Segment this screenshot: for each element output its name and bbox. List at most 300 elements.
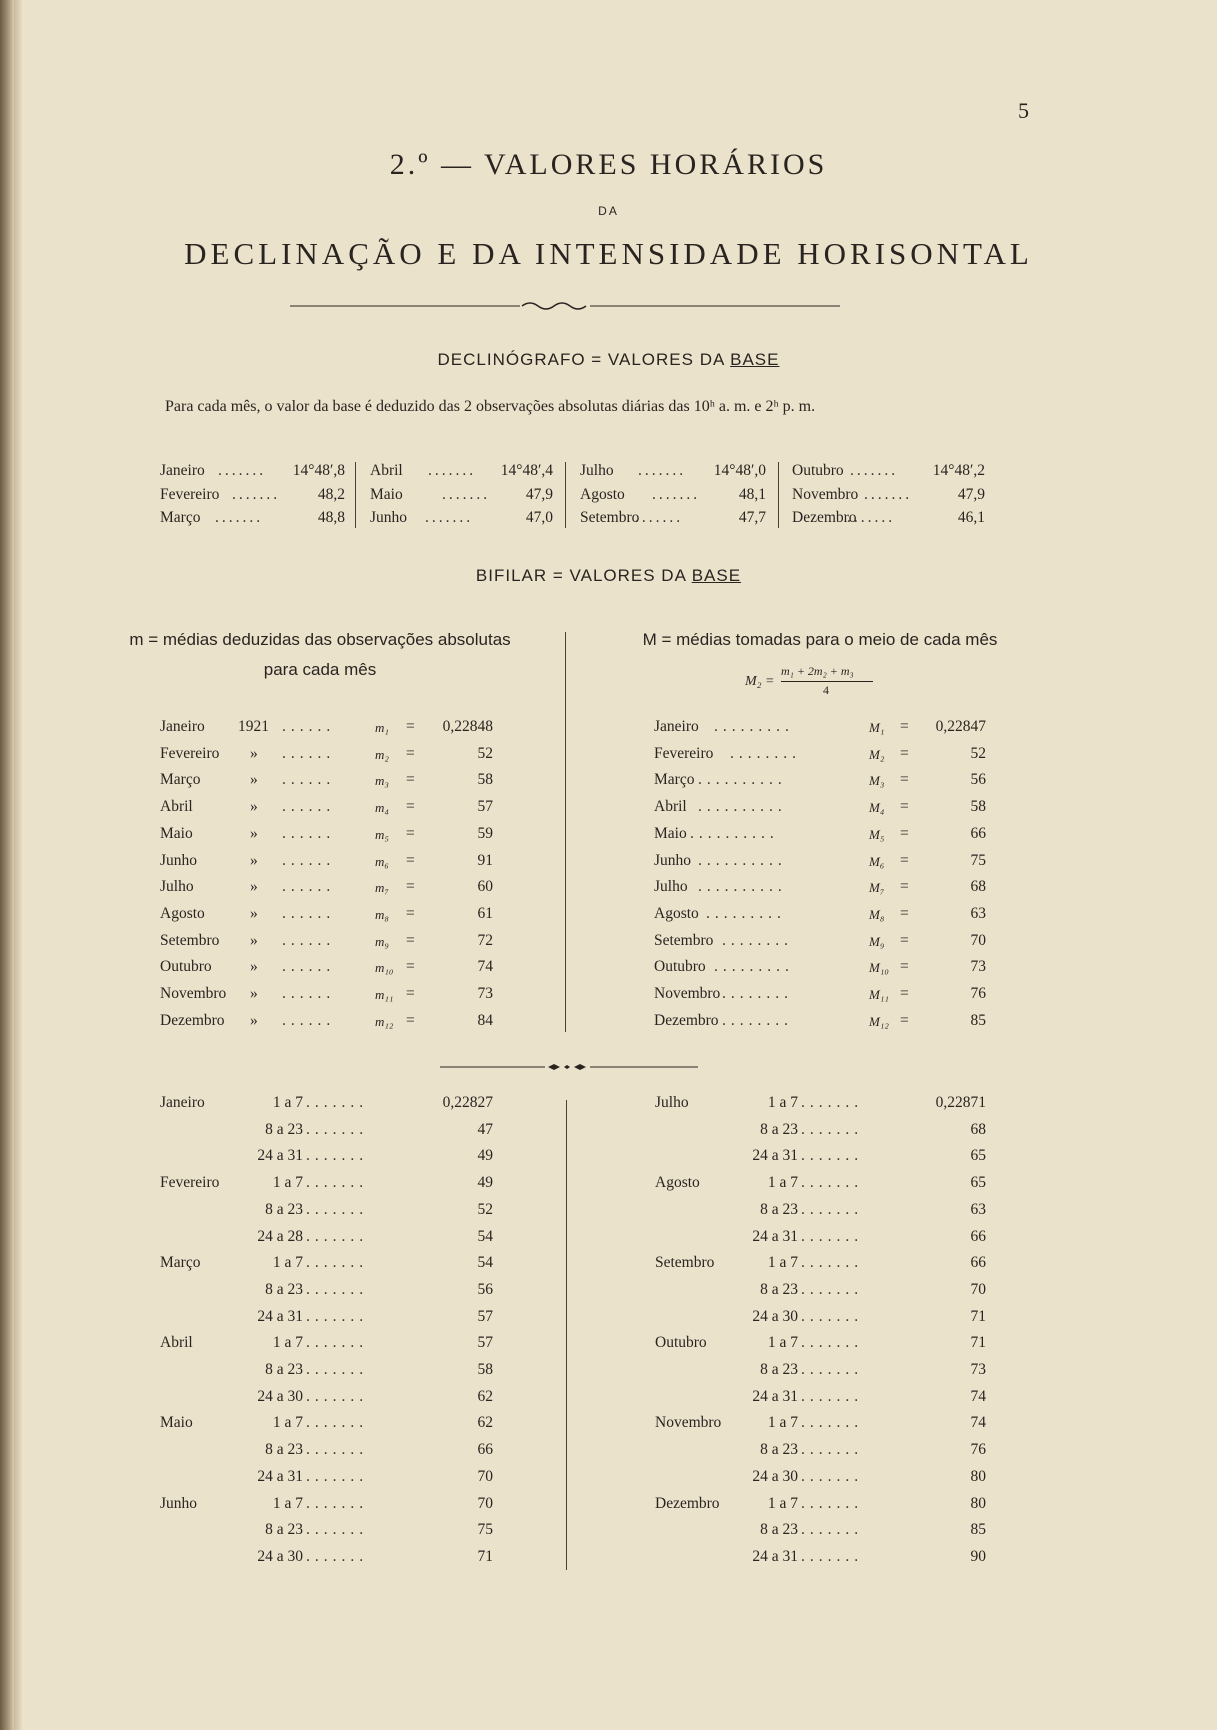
m-row	[160, 798, 493, 818]
month-name: Dezembro	[160, 1011, 225, 1029]
m-row	[160, 825, 493, 845]
m-value: 60	[477, 878, 493, 896]
equals-sign: =	[406, 718, 415, 735]
M-symbol: M₈	[869, 906, 885, 922]
period-range: 1 a 7	[272, 1094, 303, 1111]
period-row-right	[655, 1308, 986, 1328]
bifilar-heading-text: BIFILAR = VALORES DA	[475, 566, 692, 585]
base-value: 47,9	[525, 486, 553, 503]
period-row-right	[655, 1094, 986, 1114]
month-name: Outubro	[654, 958, 706, 976]
period-value: 74	[970, 1414, 986, 1432]
period-range: 24 a 30	[752, 1467, 798, 1485]
leader-dots: .......	[306, 1521, 369, 1539]
period-row-right	[655, 1468, 986, 1488]
m-row	[160, 852, 493, 872]
m-row	[160, 932, 493, 952]
M-value: 70	[970, 931, 986, 949]
equals-sign: =	[900, 958, 909, 976]
leader-dots: .......	[638, 462, 687, 479]
M-value: 75	[970, 851, 986, 869]
period-row-left	[160, 1414, 493, 1434]
period-value: 57	[477, 1307, 493, 1325]
base-value: 14°48′,0	[713, 462, 766, 479]
period-row-right	[655, 1495, 986, 1515]
left-header-line-2: para cada mês	[263, 660, 377, 679]
equals-sign: =	[406, 958, 415, 976]
period-row-right	[655, 1147, 986, 1167]
period-value: 70	[970, 1280, 986, 1298]
m-value: 0,22848	[442, 718, 493, 735]
month-name: Março	[654, 771, 695, 789]
M-value: 68	[970, 878, 986, 896]
m-symbol: m₅	[375, 826, 389, 842]
leader-dots: .......	[306, 1174, 369, 1192]
base-value: 47,7	[738, 509, 766, 526]
month-name: Julho	[580, 462, 614, 479]
period-row-left	[160, 1201, 493, 1221]
period-value: 62	[477, 1387, 493, 1405]
leader-dots: .......	[801, 1147, 864, 1165]
section-separator	[440, 1063, 698, 1071]
leader-dots: ......	[282, 851, 336, 869]
m-value: 73	[477, 985, 493, 1002]
ditto-mark: »	[250, 798, 258, 816]
leader-dots: .......	[801, 1334, 864, 1352]
leader-dots: .......	[218, 462, 267, 479]
leader-dots: ......	[282, 824, 336, 842]
declinografo-row	[160, 462, 345, 482]
period-row-right	[655, 1521, 986, 1541]
leader-dots: ........	[722, 1011, 793, 1029]
ditto-mark: »	[250, 904, 258, 922]
leader-dots: .......	[425, 509, 474, 526]
period-range: 8 a 23	[760, 1200, 798, 1218]
period-value: 85	[970, 1521, 986, 1539]
leader-dots: .......	[306, 1361, 369, 1378]
bifilar-heading	[0, 566, 1217, 586]
month-name: Julho	[654, 878, 688, 896]
leader-dots: ......	[282, 931, 336, 949]
month-name: Maio	[370, 486, 403, 503]
month-name: Setembro	[580, 509, 640, 526]
month-name: Setembro	[160, 931, 220, 949]
M-value: 73	[970, 958, 986, 976]
period-value: 71	[970, 1334, 986, 1352]
leader-dots: ......	[282, 771, 336, 789]
period-value: 52	[477, 1200, 493, 1218]
M-value: 63	[970, 904, 986, 922]
M-value: 66	[970, 824, 986, 842]
period-row-right	[655, 1414, 986, 1434]
period-range: 24 a 31	[257, 1307, 303, 1325]
ditto-mark: »	[250, 878, 258, 896]
period-value: 58	[477, 1361, 493, 1378]
period-range: 24 a 30	[752, 1307, 798, 1325]
base-value: 14°48′,2	[932, 462, 985, 479]
leader-dots: .......	[801, 1547, 864, 1565]
period-range: 8 a 23	[760, 1441, 798, 1459]
period-row-right	[655, 1334, 986, 1354]
period-value: 63	[970, 1200, 986, 1218]
ditto-mark: »	[250, 771, 258, 789]
period-row-left	[160, 1308, 493, 1328]
period-range: 8 a 23	[265, 1200, 303, 1218]
M-value: 58	[970, 798, 986, 816]
month-name: Junho	[654, 851, 692, 869]
equals-sign: =	[900, 931, 909, 949]
period-row-left	[160, 1361, 493, 1381]
month-name: Agosto	[160, 904, 205, 922]
period-range: 1 a 7	[767, 1334, 798, 1352]
period-range: 8 a 23	[760, 1521, 798, 1539]
leader-dots: .......	[428, 462, 477, 479]
equals-sign: =	[900, 1011, 909, 1029]
base-value: 48,2	[317, 486, 345, 503]
leader-dots: ..........	[690, 824, 779, 842]
month-name: Abril	[160, 798, 193, 816]
equals-sign: =	[900, 824, 909, 842]
month-name: Abril	[654, 798, 687, 816]
month-name: Novembro	[160, 985, 227, 1002]
ditto-mark: »	[250, 931, 258, 949]
leader-dots: .......	[801, 1227, 864, 1245]
bifilar-heading-underlined: BASE	[691, 566, 742, 585]
leader-dots: ..........	[698, 878, 787, 896]
period-row-left	[160, 1334, 493, 1354]
m-value: 58	[477, 771, 493, 789]
equals-sign: =	[406, 824, 415, 842]
base-value: 48,8	[317, 509, 345, 526]
period-value: 66	[970, 1227, 986, 1245]
leader-dots: ........	[722, 931, 793, 949]
month-name: Dezembro	[655, 1494, 720, 1512]
period-value: 80	[970, 1494, 986, 1512]
month-name: Março	[160, 509, 201, 526]
leader-dots: .......	[864, 486, 913, 503]
equals-sign: =	[900, 904, 909, 922]
declinografo-row	[370, 509, 553, 529]
equals-sign: =	[900, 798, 909, 816]
declinografo-row	[370, 462, 553, 482]
M-row	[654, 825, 986, 845]
leader-dots: .......	[306, 1200, 369, 1218]
month-name: Janeiro	[654, 718, 699, 735]
month-name: Agosto	[580, 486, 625, 503]
period-row-left	[160, 1521, 493, 1541]
M-value: 76	[970, 985, 986, 1002]
left-header-line-1: m = médias deduzidas das observações absolutas	[129, 630, 511, 649]
declinografo-row	[792, 486, 985, 506]
period-row-left	[160, 1121, 493, 1141]
M-row	[654, 985, 986, 1005]
period-value: 0,22871	[935, 1094, 986, 1111]
period-range: 8 a 23	[265, 1361, 303, 1378]
M-row	[654, 798, 986, 818]
period-range: 8 a 23	[265, 1521, 303, 1539]
period-value: 49	[477, 1147, 493, 1165]
month-name: Outubro	[792, 462, 844, 479]
leader-dots: .......	[306, 1120, 369, 1138]
m-symbol: m₆	[375, 853, 389, 869]
equals-sign: =	[406, 878, 415, 896]
month-name: Janeiro	[160, 462, 205, 479]
period-range: 1 a 7	[767, 1494, 798, 1512]
base-value: 48,1	[738, 486, 766, 503]
leader-dots: ........	[722, 985, 793, 1002]
month-name: Janeiro	[160, 1094, 205, 1111]
equals-sign: =	[900, 878, 909, 896]
period-value: 57	[477, 1334, 493, 1352]
period-value: 62	[477, 1414, 493, 1432]
leader-dots: .......	[850, 462, 899, 479]
month-name: Setembro	[654, 931, 714, 949]
formula-bar	[781, 681, 873, 682]
m-symbol: m₁₂	[375, 1013, 394, 1029]
month-name: Junho	[160, 1494, 198, 1512]
leader-dots: .........	[714, 718, 794, 735]
M-symbol: M₄	[869, 800, 885, 816]
leader-dots: .......	[801, 1361, 864, 1378]
m-row	[160, 745, 493, 765]
base-value: 14°48′,4	[500, 462, 553, 479]
month-name: Novembro	[655, 1414, 722, 1432]
m-value: 72	[477, 931, 493, 949]
m-value: 57	[477, 798, 493, 816]
m-row	[160, 878, 493, 898]
period-row-right	[655, 1388, 986, 1408]
month-name: Fevereiro	[654, 744, 714, 762]
M-symbol: M₉	[869, 933, 885, 949]
m-symbol: m₇	[375, 880, 389, 896]
M-value: 85	[970, 1011, 986, 1029]
equals-sign: =	[900, 744, 909, 762]
leader-dots: .......	[306, 1227, 369, 1245]
period-value: 66	[970, 1254, 986, 1272]
m-row	[160, 958, 493, 978]
equals-sign: =	[900, 851, 909, 869]
m-row	[160, 1012, 493, 1032]
month-name: Setembro	[655, 1254, 715, 1272]
leader-dots: ..........	[698, 771, 787, 789]
leader-dots: .......	[801, 1254, 864, 1272]
period-row-left	[160, 1228, 493, 1248]
period-row-right	[655, 1254, 986, 1274]
M-row	[654, 1012, 986, 1032]
declinografo-row	[792, 509, 985, 529]
leader-dots: .......	[801, 1521, 864, 1539]
period-range: 1 a 7	[272, 1414, 303, 1432]
title-line-2: DECLINAÇÃO E DA INTENSIDADE HORISONTAL	[184, 236, 1033, 271]
month-name: Abril	[370, 462, 403, 479]
period-range: 24 a 31	[752, 1547, 798, 1565]
equals-sign: =	[406, 851, 415, 869]
base-value: 47,9	[957, 486, 985, 503]
period-range: 8 a 23	[760, 1120, 798, 1138]
period-range: 24 a 31	[752, 1387, 798, 1405]
leader-dots: .......	[306, 1387, 369, 1405]
period-row-left	[160, 1254, 493, 1274]
declinografo-divider	[565, 462, 566, 528]
declinografo-row	[580, 509, 766, 529]
title-ornament	[290, 300, 840, 312]
M-symbol: M₃	[869, 773, 885, 789]
declinografo-note: Para cada mês, o valor da base é deduzido das 2 observações absolutas diárias das 10ʰ a. m. e 2ʰ p. m.	[165, 398, 816, 415]
equals-sign: =	[406, 985, 415, 1002]
title-line-1: 2.º — VALORES HORÁRIOS	[389, 148, 828, 181]
ditto-mark: »	[250, 851, 258, 869]
period-value: 71	[970, 1307, 986, 1325]
m-value: 59	[477, 824, 493, 842]
right-header: M = médias tomadas para o meio de cada mês	[642, 630, 998, 649]
period-value: 49	[477, 1174, 493, 1192]
m-symbol: m₁₁	[375, 987, 394, 1002]
leader-dots: ......	[282, 878, 336, 896]
m-symbol: m₂	[375, 746, 389, 762]
period-row-left	[160, 1468, 493, 1488]
leader-dots: ..........	[698, 798, 787, 816]
period-range: 1 a 7	[767, 1254, 798, 1272]
period-value: 68	[970, 1120, 986, 1138]
period-range: 8 a 23	[760, 1280, 798, 1298]
leader-dots: ......	[282, 718, 336, 735]
period-row-left	[160, 1174, 493, 1194]
base-value: 46,1	[957, 509, 985, 526]
month-name: Julho	[655, 1094, 689, 1111]
period-value: 54	[477, 1254, 493, 1272]
period-range: 24 a 31	[752, 1147, 798, 1165]
leader-dots: .......	[442, 486, 491, 503]
declinografo-heading	[0, 350, 1217, 370]
M-symbol: M₆	[869, 853, 885, 869]
period-value: 54	[477, 1227, 493, 1245]
period-range: 24 a 31	[257, 1467, 303, 1485]
leader-dots: .......	[847, 509, 896, 526]
m-row	[160, 905, 493, 925]
period-range: 1 a 7	[272, 1254, 303, 1272]
M-value: 56	[970, 771, 986, 789]
M-row	[654, 932, 986, 952]
month-name: Julho	[160, 878, 194, 896]
leader-dots: .......	[306, 1147, 369, 1165]
period-row-right	[655, 1281, 986, 1301]
period-value: 70	[477, 1467, 493, 1485]
month-name: Maio	[654, 824, 687, 842]
leader-dots: ......	[282, 958, 336, 976]
leader-dots: .......	[306, 1307, 369, 1325]
m-symbol: m₁₀	[375, 960, 394, 976]
equals-sign: =	[900, 771, 909, 789]
period-value: 65	[970, 1147, 986, 1165]
leader-dots: .......	[306, 1094, 369, 1111]
leader-dots: .......	[306, 1334, 369, 1352]
title-da: DA	[598, 204, 619, 218]
leader-dots: .......	[801, 1441, 864, 1459]
equals-sign: =	[900, 718, 909, 735]
page-number: 5	[1018, 98, 1029, 123]
leader-dots: ......	[282, 744, 336, 762]
m-symbol: m₈	[375, 906, 389, 922]
M-symbol: M₁₂	[869, 1013, 889, 1029]
M-symbol: M₁	[869, 720, 885, 735]
period-row-left	[160, 1495, 493, 1515]
period-range: 24 a 30	[257, 1547, 303, 1565]
period-range: 24 a 31	[257, 1147, 303, 1165]
leader-dots: .........	[706, 904, 786, 922]
M-value: 0,22847	[935, 718, 986, 735]
leader-dots: ..........	[698, 851, 787, 869]
leader-dots: .......	[232, 486, 281, 503]
month-name: Abril	[160, 1334, 193, 1352]
M-symbol: M₂	[869, 746, 885, 762]
m-row	[160, 771, 493, 791]
declinografo-divider	[355, 462, 356, 528]
m-value: 52	[477, 744, 493, 762]
M-row	[654, 905, 986, 925]
month-name: Fevereiro	[160, 1174, 220, 1192]
leader-dots: ......	[282, 1011, 336, 1029]
declinografo-heading-underlined: BASE	[730, 350, 780, 369]
period-value: 90	[970, 1547, 986, 1565]
period-range: 24 a 31	[752, 1227, 798, 1245]
leader-dots: .......	[306, 1254, 369, 1272]
M-symbol: M₁₀	[869, 960, 889, 976]
declinografo-row	[370, 486, 553, 506]
leader-dots: .......	[801, 1094, 864, 1111]
leader-dots: .......	[306, 1414, 369, 1432]
m-value: 84	[477, 1011, 493, 1029]
formula-numerator: m₁ + 2m₂ + m₃	[781, 664, 854, 678]
month-name: Dezembro	[792, 509, 857, 526]
m-value: 61	[477, 904, 493, 922]
month-name: Fevereiro	[160, 486, 220, 503]
M-symbol: M₁₁	[869, 987, 889, 1002]
ditto-mark: »	[250, 958, 258, 976]
period-row-left	[160, 1281, 493, 1301]
period-value: 0,22827	[442, 1094, 493, 1111]
period-value: 75	[477, 1521, 493, 1539]
equals-sign: =	[406, 931, 415, 949]
M-row	[654, 958, 986, 978]
leader-dots: .......	[306, 1441, 369, 1459]
period-value: 70	[477, 1494, 493, 1512]
leader-dots: .......	[306, 1280, 369, 1298]
month-name: Dezembro	[654, 1011, 719, 1029]
period-value: 73	[970, 1361, 986, 1378]
equals-sign: =	[406, 798, 415, 816]
month-name: Março	[160, 771, 201, 789]
month-name: Outubro	[160, 958, 212, 976]
period-value: 65	[970, 1174, 986, 1192]
month-name: Maio	[160, 824, 193, 842]
period-range: 1 a 7	[272, 1334, 303, 1352]
month-name: Outubro	[655, 1334, 707, 1352]
declinografo-row	[160, 509, 345, 529]
m-symbol: m₁	[375, 720, 389, 735]
declinografo-row	[792, 462, 985, 482]
M-value: 52	[970, 744, 986, 762]
month-name: Junho	[160, 851, 198, 869]
month-name: Junho	[370, 509, 408, 526]
m-row	[160, 718, 493, 738]
period-row-right	[655, 1174, 986, 1194]
period-range: 1 a 7	[767, 1414, 798, 1432]
periods-column-divider	[566, 1100, 567, 1570]
equals-sign: =	[406, 744, 415, 762]
M-row	[654, 718, 986, 738]
formula-denominator: 4	[823, 683, 829, 697]
declinografo-row	[580, 486, 766, 506]
